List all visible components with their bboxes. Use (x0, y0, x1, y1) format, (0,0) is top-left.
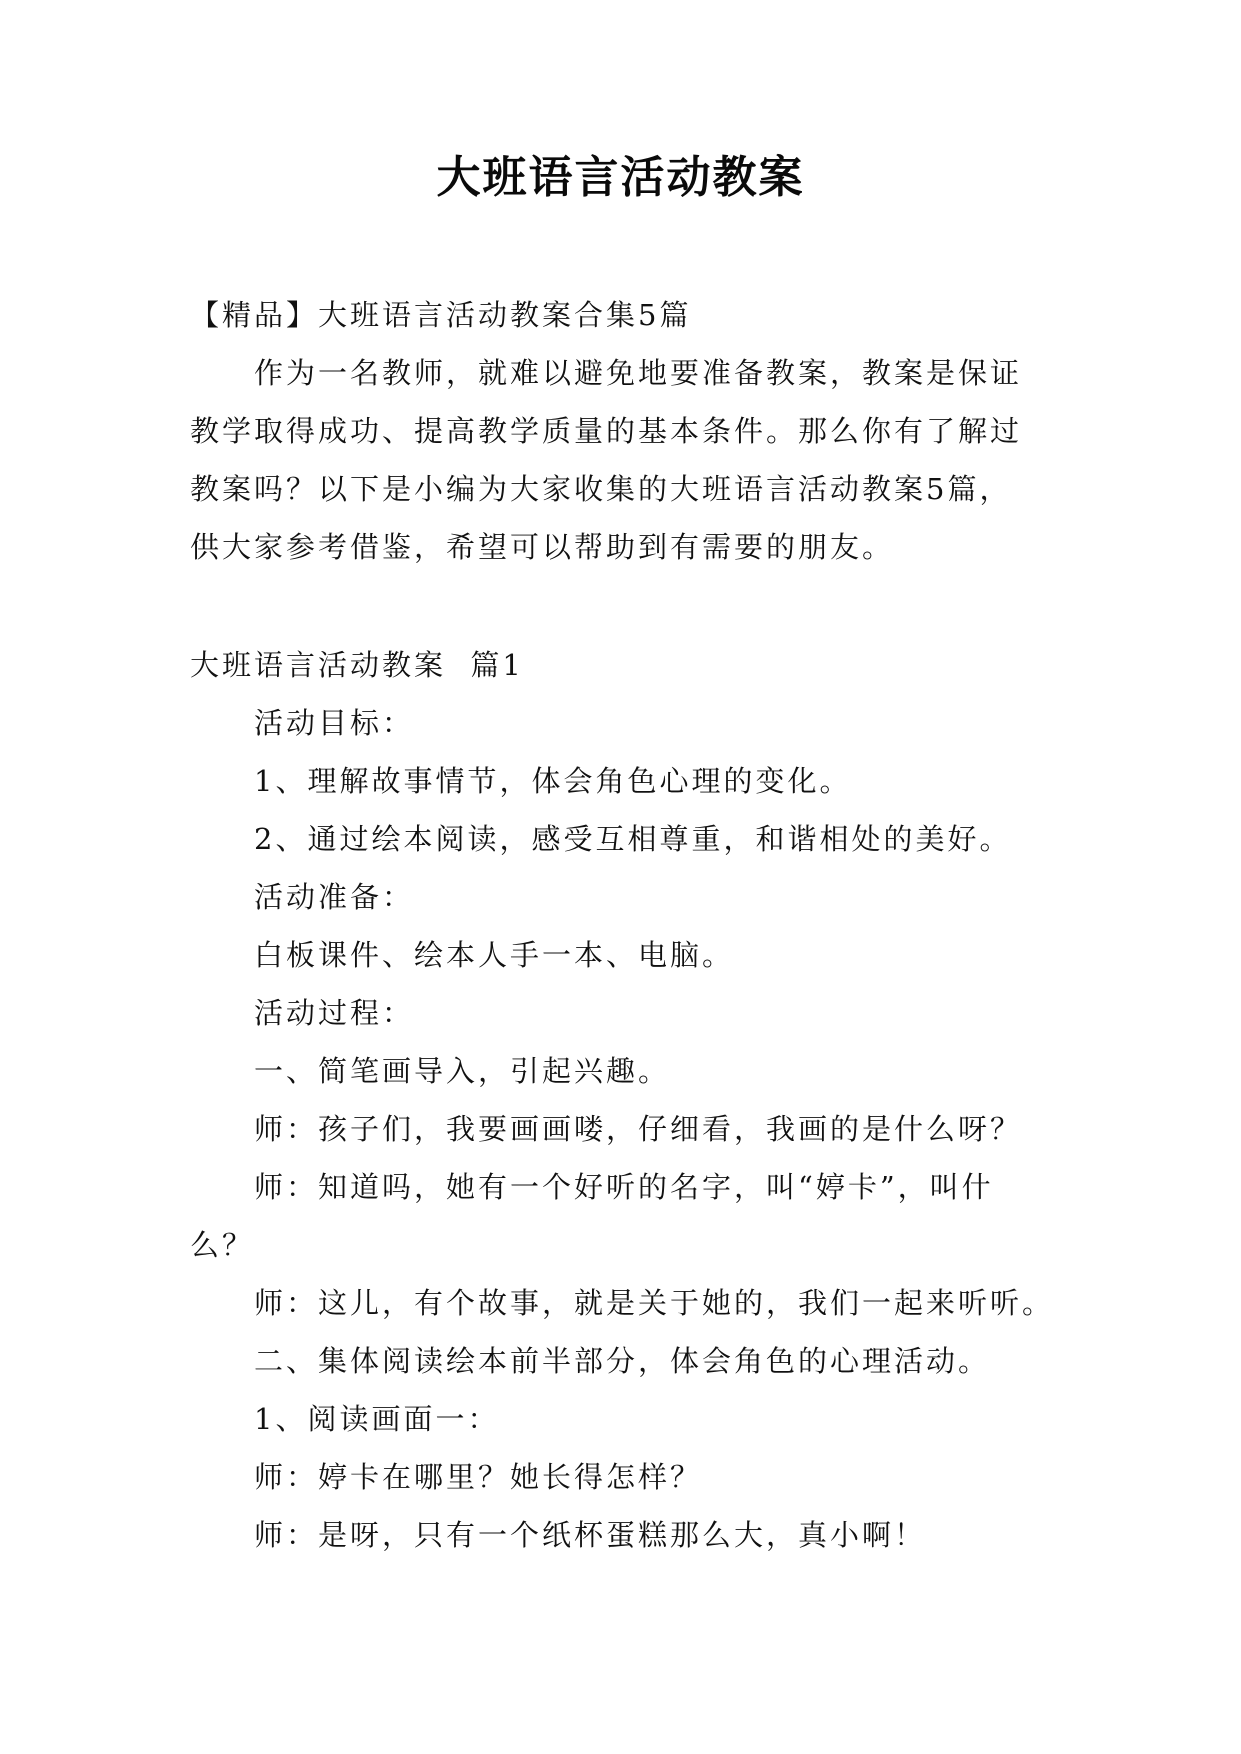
intro-line: 教案吗？以下是小编为大家收集的大班语言活动教案5篇， (190, 472, 1012, 506)
section-line: 一、简笔画导入，引起兴趣。 (254, 1054, 671, 1088)
section-line: 师：孩子们，我要画画喽，仔细看，我画的是什么呀？ (254, 1112, 1023, 1146)
section-line: 白板课件、绘本人手一本、电脑。 (254, 938, 735, 972)
section-line: 活动目标： (254, 706, 415, 740)
section-line: 师：知道吗，她有一个好听的名字，叫“婷卡”，叫什 (254, 1170, 994, 1204)
section-line: 1、理解故事情节，体会角色心理的变化。 (254, 764, 852, 798)
section-line: 二、集体阅读绘本前半部分，体会角色的心理活动。 (254, 1344, 991, 1378)
document-subtitle: 【精品】大班语言活动教案合集5篇 (190, 298, 692, 332)
section-line: 1、阅读画面一： (254, 1402, 500, 1436)
intro-line: 供大家参考借鉴，希望可以帮助到有需要的朋友。 (190, 530, 895, 564)
section-line: 活动过程： (254, 996, 415, 1030)
intro-line: 作为一名教师，就难以避免地要准备教案，教案是保证 (254, 356, 1023, 390)
document-title: 大班语言活动教案 (436, 152, 805, 203)
section-line: 师：是呀，只有一个纸杯蛋糕那么大，真小啊！ (254, 1518, 927, 1552)
section-line: 么？ (190, 1228, 255, 1262)
intro-block (190, 286, 1060, 576)
section-block (190, 636, 1060, 1564)
section-line: 2、通过绘本阅读，感受互相尊重，和谐相处的美好。 (254, 822, 1012, 856)
section-line: 师：这儿，有个故事，就是关于她的，我们一起来听听。 (254, 1286, 1055, 1320)
section-line: 师：婷卡在哪里？她长得怎样？ (254, 1460, 703, 1494)
intro-line: 教学取得成功、提高教学质量的基本条件。那么你有了解过 (190, 414, 1023, 448)
section-line: 活动准备： (254, 880, 415, 914)
section-heading: 大班语言活动教案 篇1 (190, 648, 524, 682)
